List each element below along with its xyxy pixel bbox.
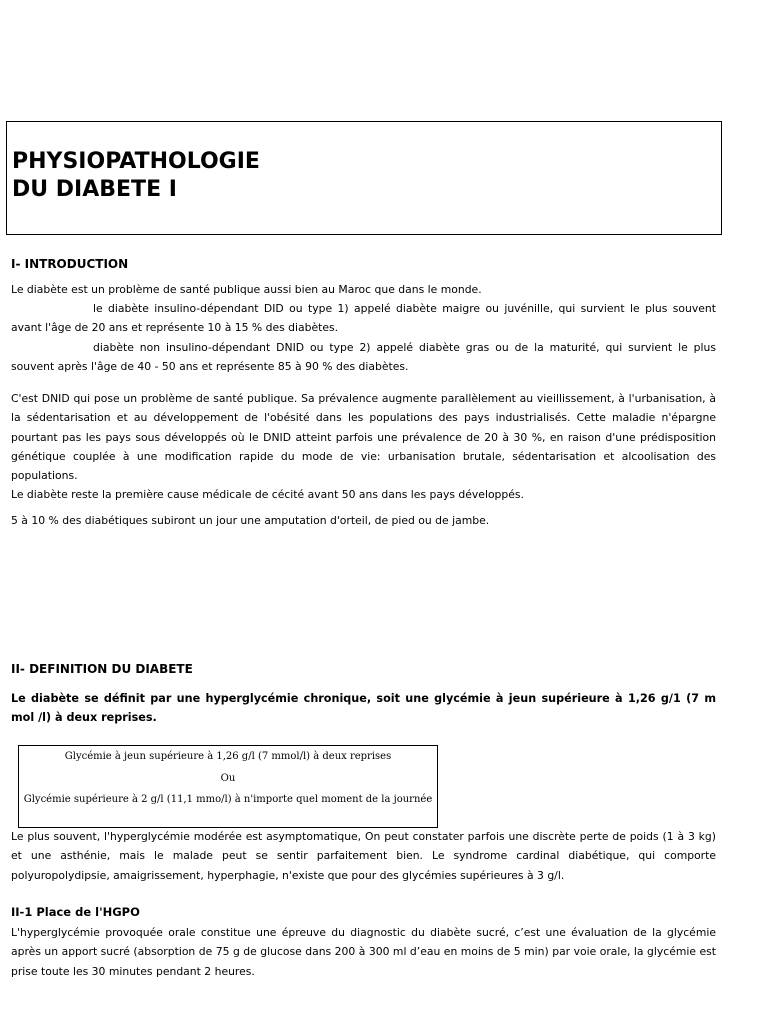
section-heading-introduction: I- INTRODUCTION — [11, 257, 129, 271]
page-title — [12, 148, 260, 204]
section-heading-hgpo: II-1 Place de l'HGPO — [11, 905, 140, 919]
hgpo-paragraph: L'hyperglycémie provoquée orale constitue une épreuve du diagnostic du diabète sucré, c’est une évaluation de la glycémie après un apport sucré (absorption de 75 g de glucose dans 200 à 300 ml d’eau en moins de 5 min) par voie orale, la glycémie est prise toute les 30 minutes pendant 2 heures. — [11, 926, 716, 978]
did-text: le diabète insulino-dépendant DID ou type 1) appelé diabète maigre ou juvénille, qui survient le plus souvent avant l'âge de 20 ans et représente 10 à 15 % des diabètes. — [11, 302, 716, 335]
criteria-line-1: Glycémie à jeun supérieure à 1,26 g/l (7 mmol/l) à deux reprises — [64, 751, 392, 762]
title-line-1: PHYSIOPATHOLOGIE — [12, 149, 260, 174]
intro-paragraph: Le diabète est un problème de santé publique aussi bien au Maroc que dans le monde. — [11, 283, 482, 296]
section-heading-definition: II- DEFINITION DU DIABETE — [11, 662, 193, 676]
title-box — [6, 121, 722, 235]
criteria-box — [18, 745, 438, 828]
blindness-paragraph: Le diabète reste la première cause médicale de cécité avant 50 ans dans les pays développés. — [11, 488, 524, 501]
dnid-public-health-paragraph: C'est DNID qui pose un problème de santé publique. Sa prévalence augmente parallèlement au vieillissement, à l'urbanisation, à la sédentarisation et au développement de l'obésité dans les populations des pays industrialisés. Cette maladie n'épargne pourtant pas les pays sous développés où le DNID atteint parfois une prévalence de 20 à 30 %, en raison d'une prédisposition génétique couplée à une modification rapide du mode de vie: urbanisation brutale, sédentarisation et alcoolisation des populations. — [11, 392, 716, 483]
title-line-2: DU DIABETE I — [12, 177, 177, 202]
dnid-text: diabète non insulino-dépendant DNID ou type 2) appelé diabète gras ou de la maturité, qui survient le plus souvent après l'âge de 40 - 50 ans et représente 85 à 90 % des diabètes. — [11, 341, 716, 374]
definition-paragraph: Le diabète se définit par une hyperglycémie chronique, soit une glycémie à jeun supérieure à 1,26 g/1 (7 m mol /l) à deux reprises. — [11, 692, 716, 725]
did-paragraph — [11, 299, 716, 338]
criteria-line-2: Glycémie supérieure à 2 g/l (11,1 mmo/l) à n'importe quel moment de la journée — [23, 794, 433, 805]
amputation-paragraph: 5 à 10 % des diabétiques subiront un jour une amputation d'orteil, de pied ou de jambe. — [11, 514, 490, 527]
symptoms-paragraph: Le plus souvent, l'hyperglycémie modérée est asymptomatique, On peut constater parfois une discrète perte de poids (1 à 3 kg) et une asthénie, mais le malade peut se sentir parfaitement bien. Le syndrome cardinal diabétique, qui comporte polyuropolydipsie, amaigrissement, hyperphagie, n'existe que pour des glycémies supérieures à 3 g/l. — [11, 830, 716, 882]
dnid-paragraph — [11, 338, 716, 377]
criteria-or: Ou — [220, 773, 236, 784]
